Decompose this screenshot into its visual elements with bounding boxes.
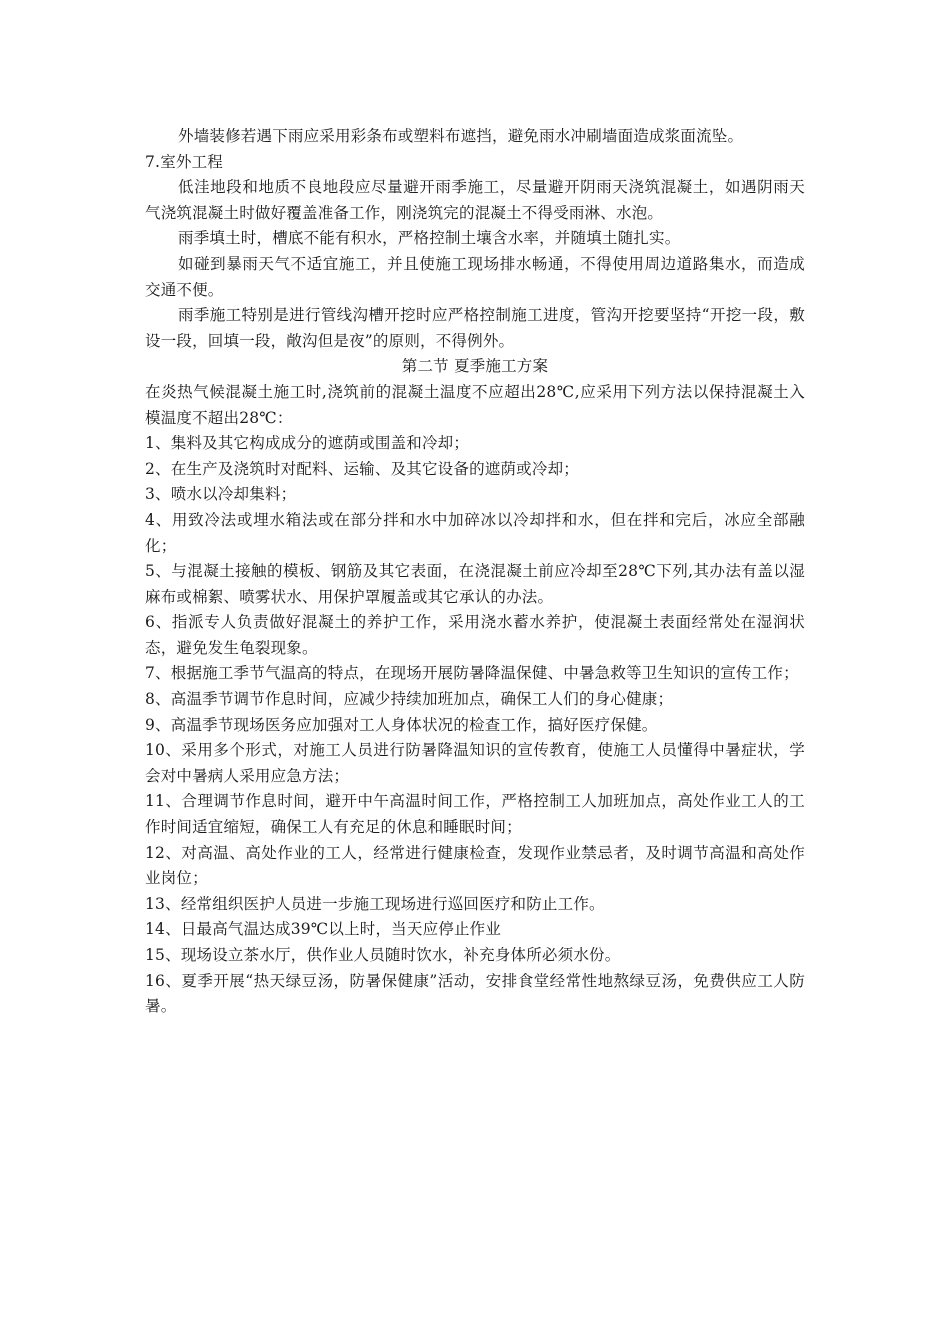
list-item-8: 8、高温季节调节作息时间，应减少持续加班加点，确保工人们的身心健康； — [145, 690, 674, 709]
list-item-16: 16、夏季开展“热天绿豆汤，防暑保健康”活动，安排食堂经常性地熬绿豆汤，免费供应工人防暑。 — [145, 971, 805, 1016]
section-outdoor-works: 7.室外工程 — [145, 152, 223, 171]
paragraph-rainstorm: 如碰到暴雨天气不适宜施工，并且使施工现场排水畅通，不得使用周边道路集水，而造成交通不便。 — [145, 254, 805, 299]
list-item-5: 5、与混凝土接触的模板、钢筋及其它表面，在浇混凝土前应冷却至28℃下列,其办法有盖以湿麻布或棉絮、喷雾状水、用保护罩履盖或其它承认的办法。 — [145, 562, 805, 606]
list-item-6: 6、指派专人负责做好混凝土的养护工作，采用浇水蓄水养护，使混凝土表面经常处在湿润状态，避免发生龟裂现象。 — [145, 613, 805, 657]
list-item-14: 14、日最高气温达成39℃以上时，当天应停止作业 — [145, 920, 502, 939]
list-item-4: 4、用致冷法或埋水箱法或在部分拌和水中加碎冰以冷却拌和水，但在拌和完后，冰应全部融化； — [145, 510, 805, 555]
paragraph-lowland: 低洼地段和地质不良地段应尽量避开雨季施工，尽量避开阴雨天浇筑混凝土，如遇阴雨天气浇筑混凝土时做好覆盖准备工作，刚浇筑完的混凝土不得受雨淋、水泡。 — [145, 178, 805, 222]
paragraph-wall-decoration: 外墙装修若遇下雨应采用彩条布或塑料布遮挡，避免雨水冲刷墙面造成浆面流坠。 — [178, 127, 744, 145]
list-item-1: 1、集料及其它构成成分的遮荫或围盖和冷却； — [145, 434, 470, 453]
list-item-2: 2、在生产及浇筑时对配料、运输、及其它设备的遮荫或冷却； — [145, 459, 579, 478]
list-item-15: 15、现场设立茶水厅，供作业人员随时饮水，补充身体所必须水份。 — [145, 946, 621, 964]
section-heading-summer: 第二节 夏季施工方案 — [401, 357, 549, 376]
list-item-7: 7、根据施工季节气温高的特点，在现场开展防暑降温保健、中暑急救等卫生知识的宣传工作； — [145, 664, 799, 683]
list-item-10: 10、采用多个形式，对施工人员进行防暑降温知识的宣传教育，使施工人员懂得中暑症状，学会对中暑病人采用应急方法； — [145, 741, 805, 785]
paragraph-trench: 雨季施工特别是进行管线沟槽开挖时应严格控制施工进度，管沟开挖要坚持“开挖一段，敷设一段，回填一段，敞沟但是夜”的原则，不得例外。 — [145, 306, 805, 350]
list-item-3: 3、喷水以冷却集料； — [145, 485, 297, 504]
document-page — [145, 124, 805, 1020]
paragraph-hot-weather-intro: 在炎热气候混凝土施工时,浇筑前的混凝土温度不应超出28℃,应采用下列方法以保持混凝土入模温度不超出28℃： — [145, 382, 805, 427]
list-item-9: 9、高温季节现场医务应加强对工人身体状况的检查工作，搞好医疗保健。 — [145, 715, 658, 734]
list-item-12: 12、对高温、高处作业的工人，经常进行健康检查，发现作业禁忌者，及时调节高温和高处作业岗位； — [145, 843, 805, 888]
paragraph-backfill: 雨季填土时，槽底不能有积水，严格控制土壤含水率，并随填土随扎实。 — [178, 229, 681, 248]
list-item-11: 11、合理调节作息时间，避开中午高温时间工作，严格控制工人加班加点，高处作业工人的工作时间适宜缩短，确保工人有充足的休息和睡眠时间； — [145, 792, 805, 837]
list-item-13: 13、经常组织医护人员进一步施工现场进行巡回医疗和防止工作。 — [145, 894, 605, 913]
